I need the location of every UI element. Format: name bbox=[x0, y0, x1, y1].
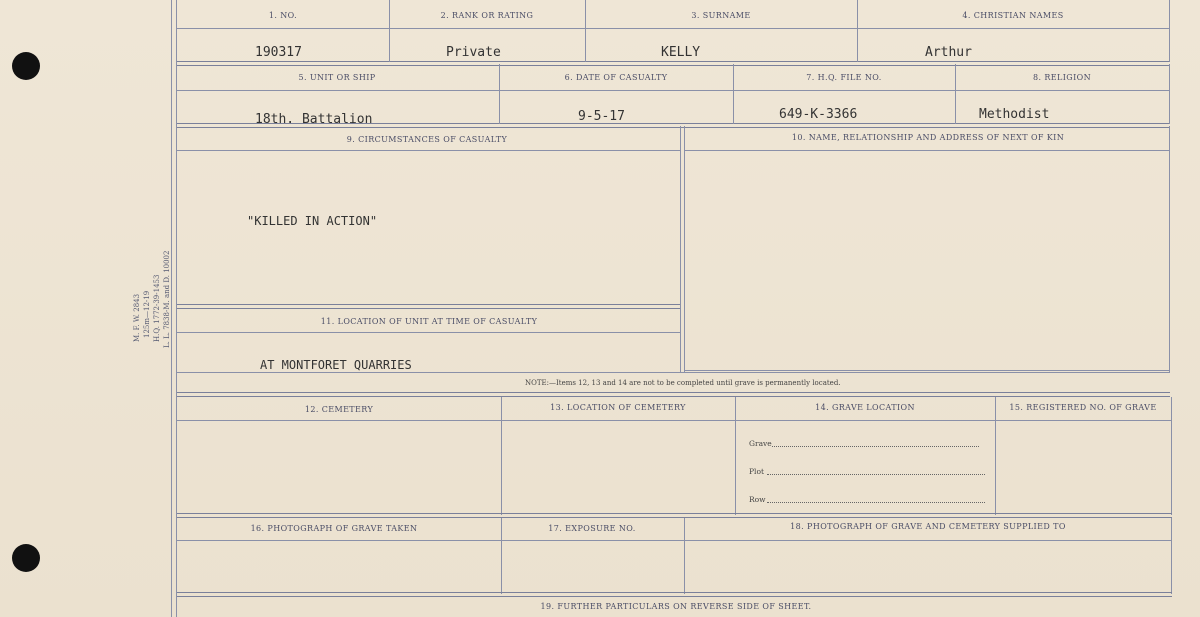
grave-field-label: Grave bbox=[749, 439, 772, 448]
grave-field-line bbox=[772, 446, 979, 447]
punch-hole-top bbox=[12, 52, 40, 80]
row-field-label: Row bbox=[749, 495, 766, 504]
value-hq-file: 649-K-3366 bbox=[779, 107, 858, 122]
value-number: 190317 bbox=[255, 45, 302, 60]
punch-hole-bottom bbox=[12, 544, 40, 572]
label-registered-no: 15. REGISTERED NO. OF GRAVE bbox=[1009, 403, 1157, 412]
label-date: 6. DATE OF CASUALTY bbox=[564, 73, 668, 82]
label-location-cemetery: 13. LOCATION OF CEMETERY bbox=[550, 403, 686, 412]
value-unit: 18th. Battalion bbox=[255, 112, 373, 127]
label-photo-supplied: 18. PHOTOGRAPH OF GRAVE AND CEMETERY SUPPLIED TO bbox=[790, 522, 1066, 531]
plot-field-line bbox=[767, 474, 985, 475]
label-surname: 3. SURNAME bbox=[691, 11, 751, 20]
label-hq-file: 7. H.Q. FILE NO. bbox=[806, 73, 882, 82]
label-cemetery: 12. CEMETERY bbox=[304, 405, 374, 414]
label-grave-location: 14. GRAVE LOCATION bbox=[815, 403, 915, 412]
casualty-card: M. F. W. 2843 125m—12-19 H.Q. 1772-39-1453 L. L. 7838-M. and D. 10002 1. NO. 2. RANK OR RATING 3. SURNAME 4. CHRISTIAN NAMES 190317 Private KELLY Arthur 5. UNIT OR SHIP 6. DATE OF CASUALTY 7. H.Q. FILE NO. 8. RELIGION 18th. Battalion 9-5-17 649-K-3366 Methodist 9. CIRCUMSTANCES OF CASUALTY 10. NAME, RELATIONSHIP AND ADDRESS OF NEXT OF KIN "KILLED IN ACTION" 11. LOCATION OF UNIT AT TIME OF CASUALTY AT MONTFORET QUARRIES NOTE:—Items 12, 13 and 14 are not to be completed until grave is permanently located. 12. CEMETERY 13. LOCATION OF CEMETERY 14. GRAVE LOCATION 15. REGISTERED NO. OF GRAVE Grave Plot Row 16. PHOTOGRAPH OF GRAVE TAKEN 17. EXPOSURE NO. 18. PHOTOGRAPH OF GRAVE AND CEMETERY SUPPLIED TO 19. FURTHER PARTICULARS ON REVERSE SIDE OF SHEET. bbox=[0, 0, 1200, 617]
label-photo-taken: 16. PHOTOGRAPH OF GRAVE TAKEN bbox=[250, 524, 418, 533]
value-rank: Private bbox=[446, 45, 501, 60]
label-next-of-kin: 10. NAME, RELATIONSHIP AND ADDRESS OF NEXT OF KIN bbox=[791, 133, 1065, 142]
value-location: AT MONTFORET QUARRIES bbox=[260, 358, 412, 372]
value-religion: Methodist bbox=[979, 107, 1050, 122]
label-no: 1. NO. bbox=[268, 11, 298, 20]
value-circumstances: "KILLED IN ACTION" bbox=[247, 214, 378, 228]
label-unit: 5. UNIT OR SHIP bbox=[298, 73, 376, 82]
label-location-unit: 11. LOCATION OF UNIT AT TIME OF CASUALTY bbox=[320, 317, 538, 326]
value-surname: KELLY bbox=[661, 45, 701, 60]
note-text: NOTE:—Items 12, 13 and 14 are not to be completed until grave is permanently located. bbox=[525, 379, 841, 387]
label-further-particulars: 19. FURTHER PARTICULARS ON REVERSE SIDE OF SHEET. bbox=[540, 602, 812, 611]
label-exposure-no: 17. EXPOSURE NO. bbox=[548, 524, 636, 533]
plot-field-label: Plot bbox=[749, 467, 764, 476]
label-circumstances: 9. CIRCUMSTANCES OF CASUALTY bbox=[346, 135, 508, 144]
row-field-line bbox=[767, 502, 985, 503]
label-christian-names: 4. CHRISTIAN NAMES bbox=[962, 11, 1064, 20]
label-rank: 2. RANK OR RATING bbox=[440, 11, 534, 20]
label-religion: 8. RELIGION bbox=[1032, 73, 1092, 82]
value-christian-names: Arthur bbox=[925, 45, 972, 60]
value-date: 9-5-17 bbox=[578, 109, 625, 124]
